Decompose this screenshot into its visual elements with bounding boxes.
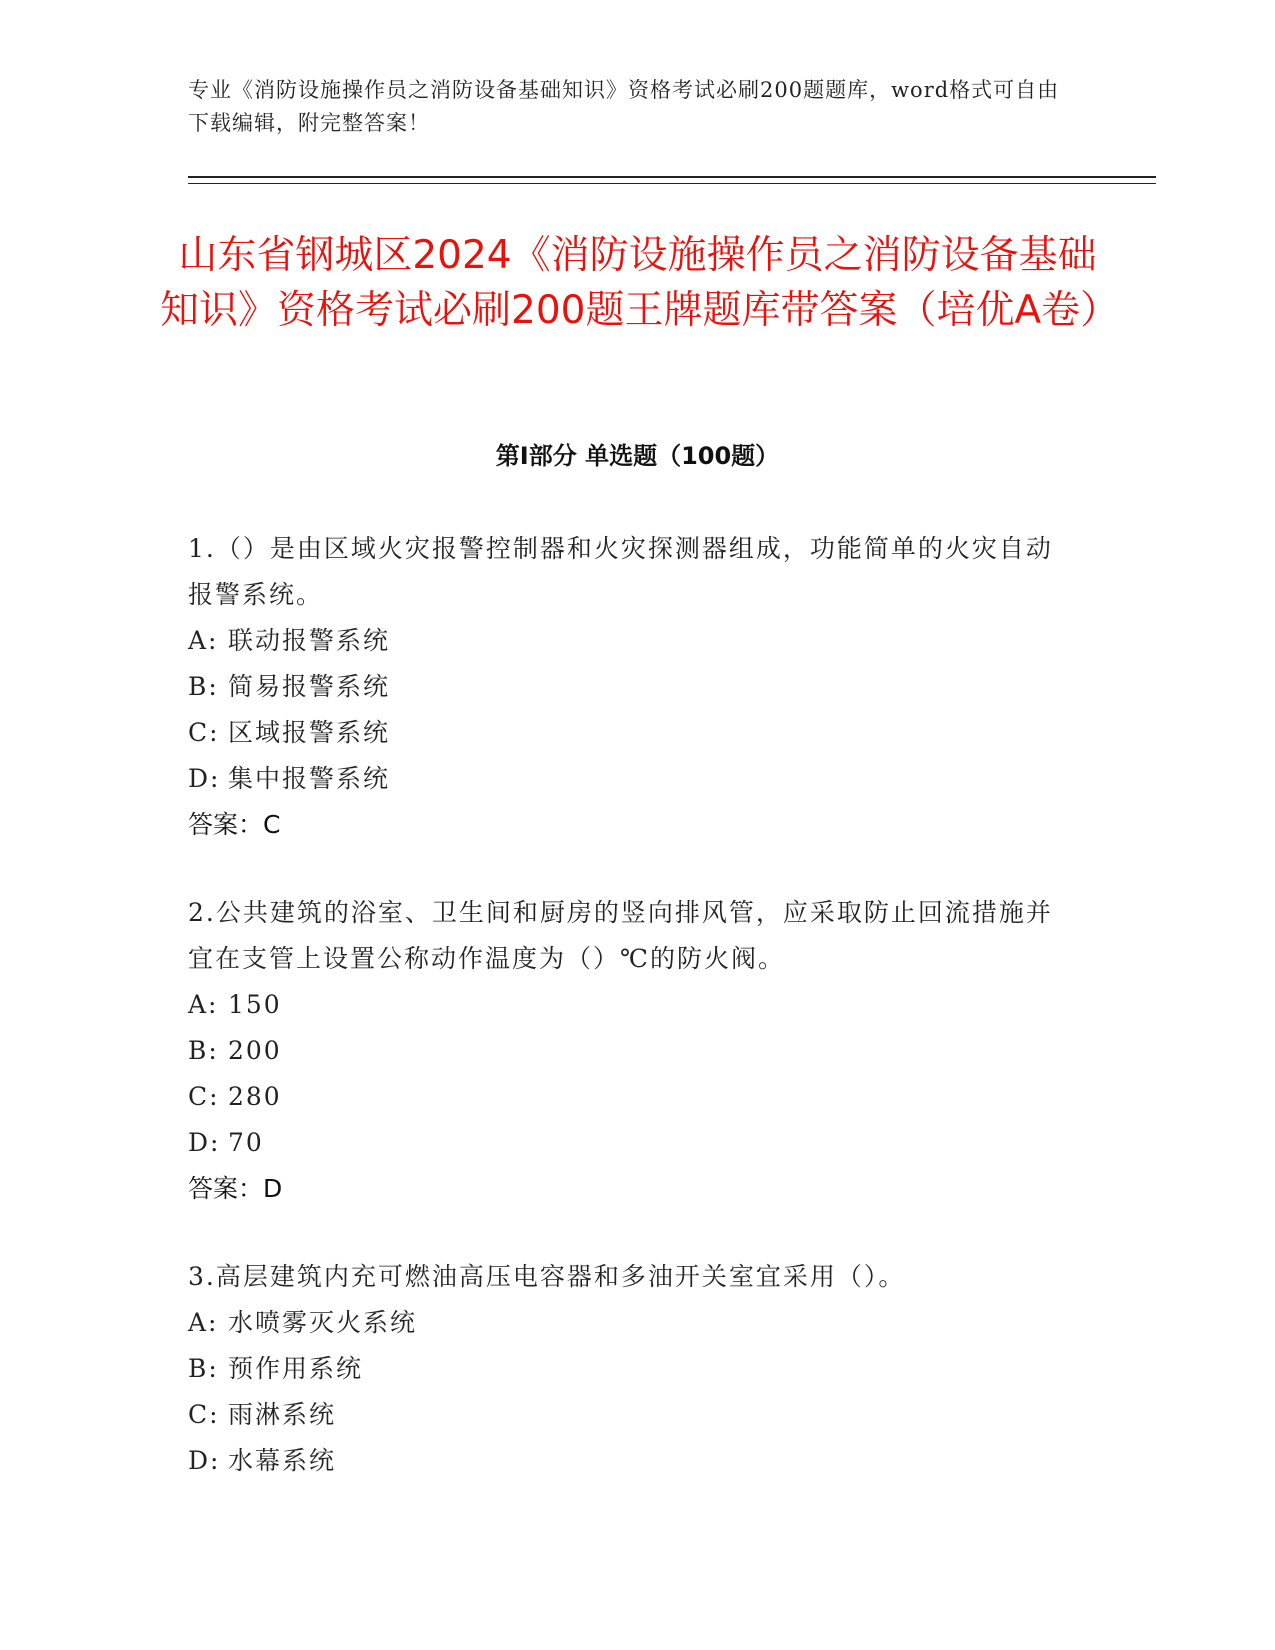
- option-b: [188, 1028, 1068, 1074]
- option-text: 水幕系统: [228, 1446, 337, 1475]
- option-key: D:: [188, 764, 221, 793]
- option-key: A:: [188, 990, 219, 1019]
- option-text: 集中报警系统: [228, 764, 391, 793]
- question-stem: 1.（）是由区域火灾报警控制器和火灾探测器组成，功能简单的火灾自动报警系统。: [188, 534, 1053, 609]
- option-c: [188, 1392, 1068, 1438]
- option-d: [188, 1120, 1068, 1166]
- option-c: [188, 1074, 1068, 1120]
- question-2: [188, 890, 1068, 1212]
- option-b: [188, 664, 1068, 710]
- option-key: B:: [188, 1036, 219, 1065]
- header-note: 专业《消防设施操作员之消防设备基础知识》资格考试必刷200题题库，word格式可自由下载编辑，附完整答案！: [188, 78, 1060, 135]
- option-text: 70: [228, 1128, 264, 1157]
- option-text: 雨淋系统: [228, 1400, 337, 1429]
- option-key: D:: [188, 1128, 221, 1157]
- option-a: [188, 1300, 1068, 1346]
- option-key: C:: [188, 1082, 220, 1111]
- option-a: [188, 982, 1068, 1028]
- option-c: [188, 710, 1068, 756]
- answer-line: 答案：C: [188, 810, 281, 839]
- option-key: A:: [188, 1308, 219, 1337]
- option-a: [188, 618, 1068, 664]
- question-stem: 2.公共建筑的浴室、卫生间和厨房的竖向排风管，应采取防止回流措施并宜在支管上设置公称动作温度为（）℃的防火阀。: [188, 898, 1053, 973]
- option-key: B:: [188, 672, 219, 701]
- option-key: C:: [188, 1400, 220, 1429]
- question-3: [188, 1254, 1068, 1484]
- question-stem: 3.高层建筑内充可燃油高压电容器和多油开关室宜采用（）。: [188, 1262, 906, 1291]
- option-text: 280: [228, 1082, 282, 1111]
- question-1: [188, 526, 1068, 848]
- option-text: 水喷雾灭火系统: [228, 1308, 418, 1337]
- option-text: 150: [228, 990, 282, 1019]
- option-text: 200: [228, 1036, 282, 1065]
- header-rule-thick: [188, 176, 1156, 178]
- section-title: 第Ⅰ部分 单选题（100题）: [495, 442, 780, 470]
- option-text: 区域报警系统: [228, 718, 391, 747]
- document-title: 山东省钢城区2024《消防设施操作员之消防设备基础知识》资格考试必刷200题王牌题库带答案（培优A卷）: [160, 233, 1120, 333]
- header-rule-thin: [188, 183, 1156, 184]
- option-text: 预作用系统: [228, 1354, 364, 1383]
- option-key: C:: [188, 718, 220, 747]
- option-key: A:: [188, 626, 219, 655]
- option-key: D:: [188, 1446, 221, 1475]
- answer-line: 答案：D: [188, 1174, 283, 1203]
- option-d: [188, 1438, 1068, 1484]
- option-d: [188, 756, 1068, 802]
- option-text: 简易报警系统: [228, 672, 391, 701]
- option-text: 联动报警系统: [228, 626, 391, 655]
- option-key: B:: [188, 1354, 219, 1383]
- option-b: [188, 1346, 1068, 1392]
